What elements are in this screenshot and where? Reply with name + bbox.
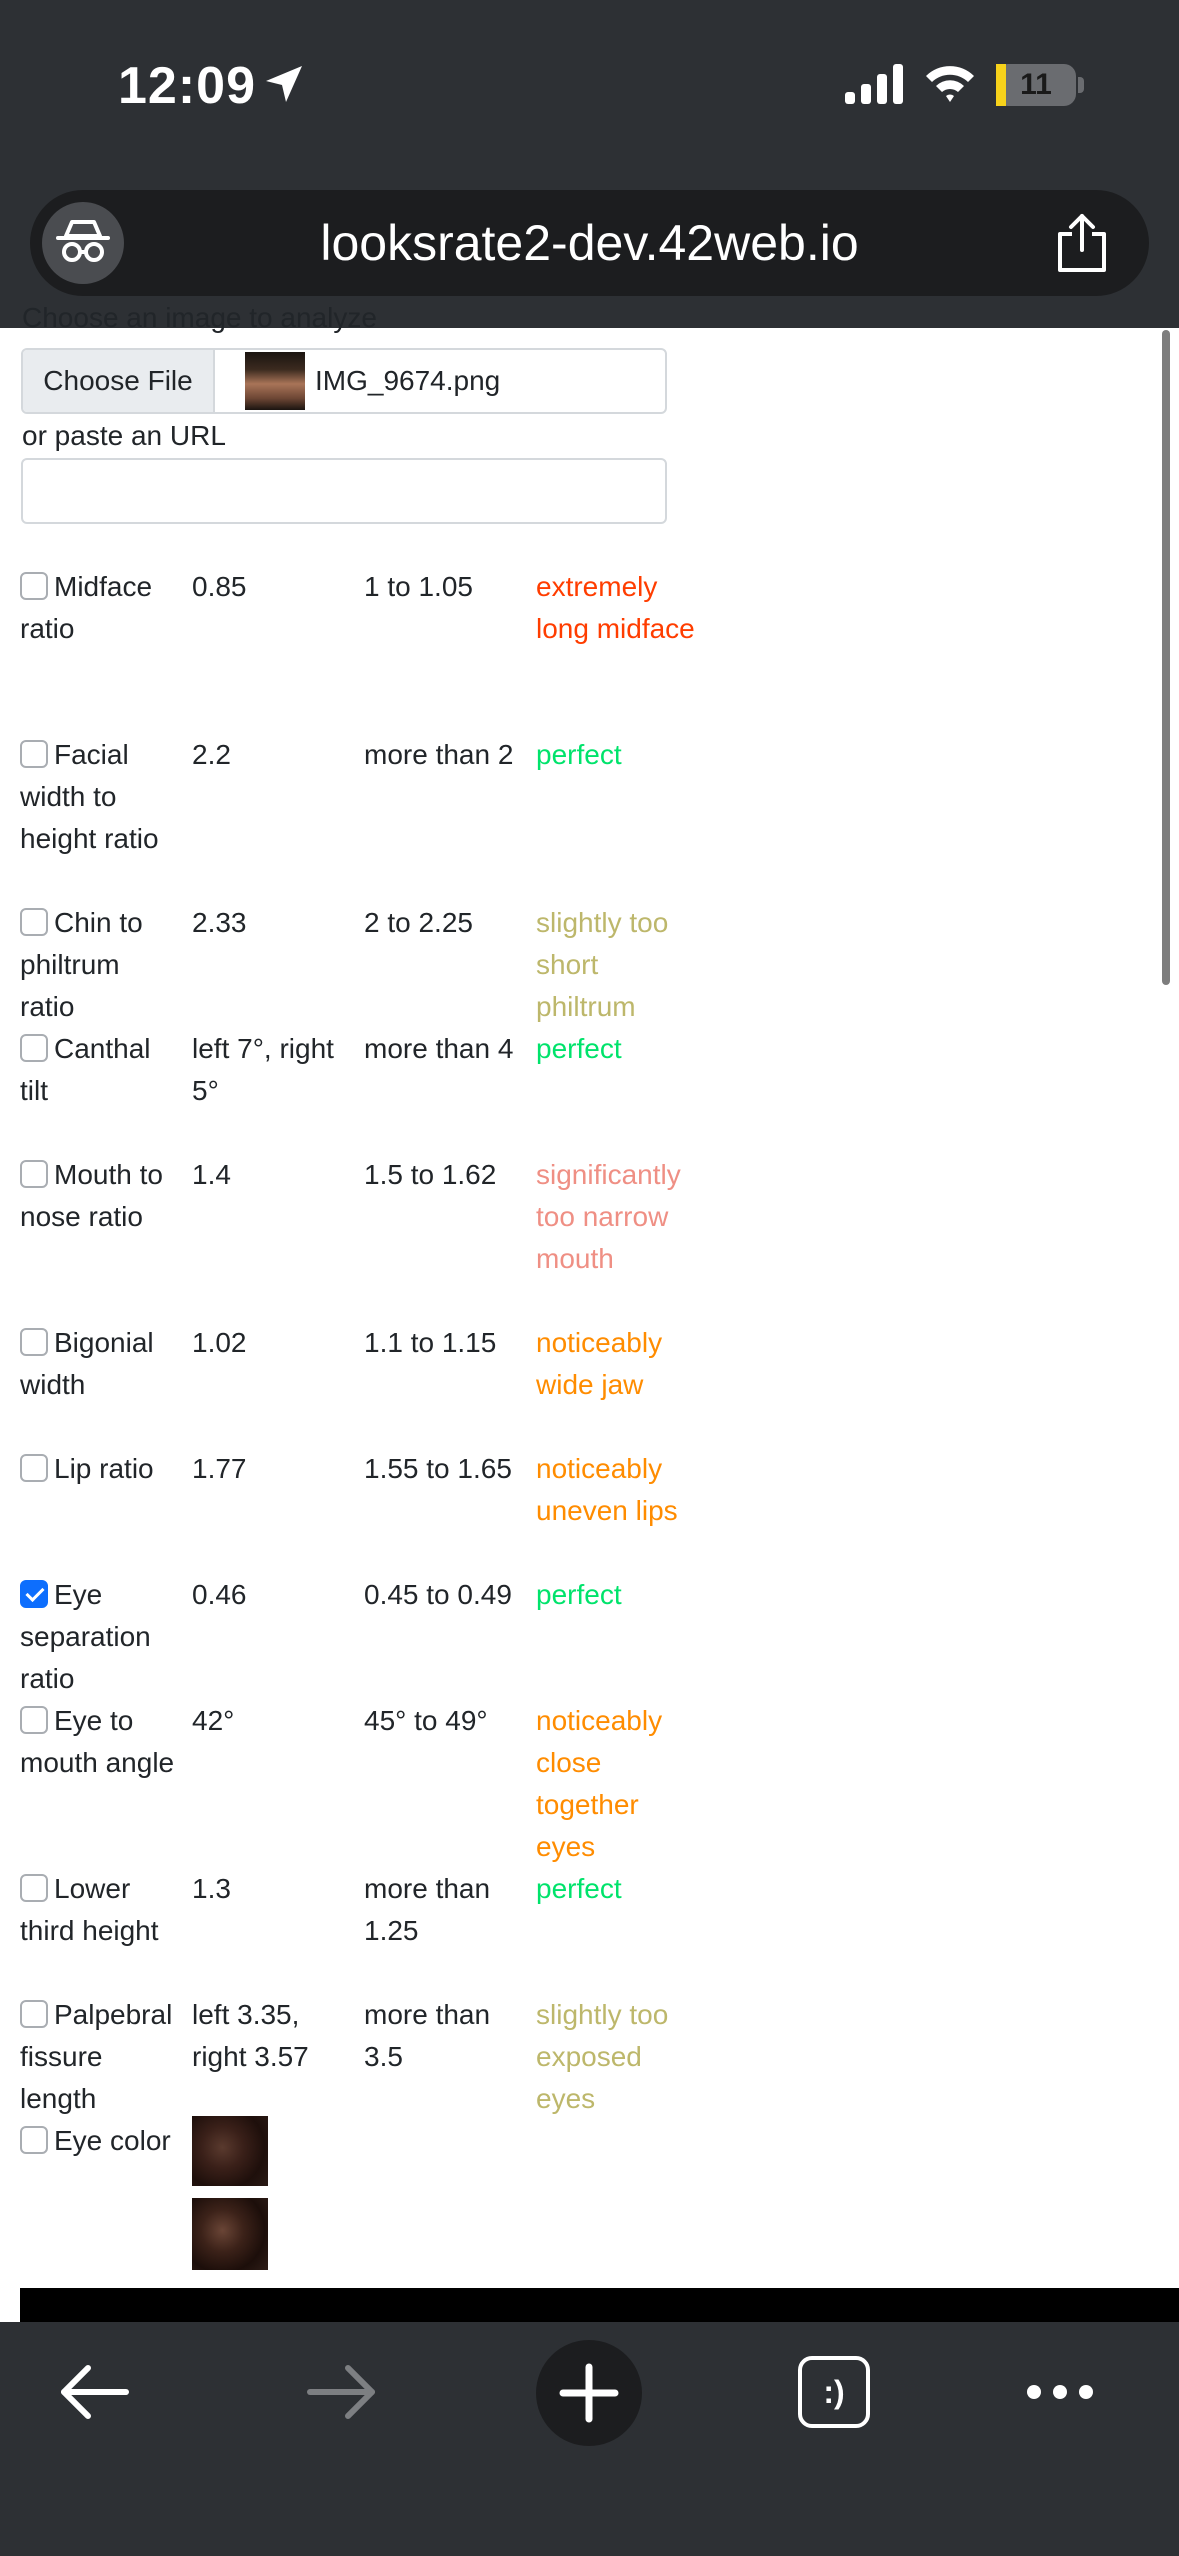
page-scrollbar[interactable]	[1162, 330, 1170, 985]
metric-verdict: noticeably uneven lips	[536, 1453, 678, 1526]
file-name: IMG_9674.png	[315, 365, 501, 396]
wifi-icon	[924, 62, 976, 106]
metric-name: Lip ratio	[54, 1453, 154, 1484]
metric-value: left 3.35, right 3.57	[192, 1999, 309, 2072]
metric-name: Chin to philtrum ratio	[20, 907, 143, 1022]
incognito-icon	[42, 202, 124, 284]
more-dots-icon[interactable]	[1024, 2374, 1096, 2410]
metric-ideal-range: 1.1 to 1.15	[364, 1327, 497, 1358]
metric-ideal-range: 1.55 to 1.65	[364, 1453, 512, 1484]
metric-name-cell	[20, 734, 180, 860]
paste-url-label: or paste an URL	[22, 420, 226, 451]
metric-verdict: extremely long midface	[536, 571, 695, 644]
metric-verdict: slightly too short philtrum	[536, 907, 669, 1022]
metric-verdict: perfect	[536, 1873, 622, 1904]
metric-ideal-range: 2 to 2.25	[364, 907, 473, 938]
metric-name-cell	[20, 1154, 180, 1238]
metric-verdict: perfect	[536, 1033, 622, 1064]
status-time: 12:09	[118, 57, 256, 115]
address-bar[interactable]	[30, 190, 1149, 296]
choose-file-button[interactable]: Choose File	[23, 350, 215, 412]
metric-ideal-range: more than 2	[364, 739, 514, 770]
battery-percentage: 11	[1020, 68, 1052, 101]
metric-verdict: slightly too exposed eyes	[536, 1999, 669, 2114]
file-input[interactable]	[21, 348, 667, 414]
metric-name-cell	[20, 566, 180, 650]
url-text[interactable]: looksrate2-dev.42web.io	[320, 215, 859, 271]
eye-color-swatch-right	[192, 2198, 268, 2270]
metric-name: Eye color	[54, 2125, 171, 2156]
metric-name: Mouth to nose ratio	[20, 1159, 163, 1232]
metric-name: Canthal tilt	[20, 1033, 151, 1106]
metric-ideal-range: 0.45 to 0.49	[364, 1579, 512, 1610]
metric-name: Eye to mouth angle	[20, 1705, 175, 1778]
file-thumbnail	[245, 352, 305, 410]
location-arrow-icon	[262, 62, 306, 106]
metric-value: 2.2	[192, 739, 231, 770]
image-url-input[interactable]	[21, 458, 667, 524]
metric-ideal-range: more than 4	[364, 1033, 514, 1064]
metric-checkbox[interactable]	[20, 1580, 48, 1608]
metric-name-cell	[20, 1994, 180, 2120]
metric-name-cell	[20, 1322, 180, 1406]
metric-name: Facial width to height ratio	[20, 739, 159, 854]
metric-value: 0.85	[192, 571, 247, 602]
incognito-button[interactable]	[42, 202, 124, 284]
metric-verdict: perfect	[536, 1579, 622, 1610]
metric-checkbox[interactable]	[20, 1454, 48, 1482]
metric-name: Midface ratio	[20, 571, 153, 644]
battery-indicator	[996, 64, 1076, 106]
metric-ideal-range: more than 3.5	[364, 1999, 491, 2072]
metric-checkbox[interactable]	[20, 1874, 48, 1902]
cellular-signal-icon	[843, 62, 905, 106]
metric-name: Lower third height	[20, 1873, 159, 1946]
metric-name-cell	[20, 1028, 180, 1112]
metric-name-cell	[20, 2120, 180, 2162]
metric-value: 1.77	[192, 1453, 247, 1484]
browser-top-chrome	[0, 0, 1179, 328]
browser-bottom-toolbar	[0, 2322, 1179, 2556]
metric-value: 2.33	[192, 907, 247, 938]
forward-arrow-icon[interactable]	[304, 2354, 380, 2430]
page-bottom-strip	[20, 2288, 1179, 2322]
metric-name-cell	[20, 1574, 180, 1700]
metric-checkbox[interactable]	[20, 740, 48, 768]
metric-ideal-range: more than 1.25	[364, 1873, 491, 1946]
metric-checkbox[interactable]	[20, 1706, 48, 1734]
metric-ideal-range: 1 to 1.05	[364, 571, 473, 602]
metric-checkbox[interactable]	[20, 1160, 48, 1188]
back-arrow-icon[interactable]	[56, 2354, 132, 2430]
battery-nub	[1078, 77, 1084, 93]
metric-name-cell	[20, 902, 180, 1028]
metric-checkbox[interactable]	[20, 2126, 48, 2154]
metric-verdict: noticeably close together eyes	[536, 1705, 663, 1862]
metric-value: 1.02	[192, 1327, 247, 1358]
metric-verdict: significantly too narrow mouth	[536, 1159, 681, 1274]
metric-verdict: noticeably wide jaw	[536, 1327, 663, 1400]
share-icon[interactable]	[1052, 212, 1112, 274]
metric-name: Palpebral fissure length	[20, 1999, 173, 2114]
web-page-content	[0, 302, 1179, 2290]
metric-checkbox[interactable]	[20, 2000, 48, 2028]
metric-value: 1.4	[192, 1159, 231, 1190]
metric-verdict: perfect	[536, 739, 622, 770]
metric-value: 0.46	[192, 1579, 247, 1610]
new-tab-button[interactable]	[536, 2340, 642, 2446]
metric-checkbox[interactable]	[20, 572, 48, 600]
metric-name: Bigonial width	[20, 1327, 154, 1400]
metric-name: Eye separation ratio	[20, 1579, 151, 1694]
metric-ideal-range: 1.5 to 1.62	[364, 1159, 497, 1190]
metric-value: left 7°, right 5°	[192, 1033, 334, 1106]
metric-value: 42°	[192, 1705, 235, 1736]
plus-icon	[536, 2340, 642, 2446]
tabs-button[interactable]: :)	[798, 2356, 870, 2428]
eye-color-swatch-left	[192, 2116, 268, 2186]
metric-name-cell	[20, 1448, 180, 1490]
metric-checkbox[interactable]	[20, 908, 48, 936]
choose-image-label: Choose an image to analyze	[22, 302, 377, 333]
metric-value: 1.3	[192, 1873, 231, 1904]
metric-name-cell	[20, 1700, 180, 1784]
metric-checkbox[interactable]	[20, 1328, 48, 1356]
metric-ideal-range: 45° to 49°	[364, 1705, 488, 1736]
metric-checkbox[interactable]	[20, 1034, 48, 1062]
metric-name-cell	[20, 1868, 180, 1952]
